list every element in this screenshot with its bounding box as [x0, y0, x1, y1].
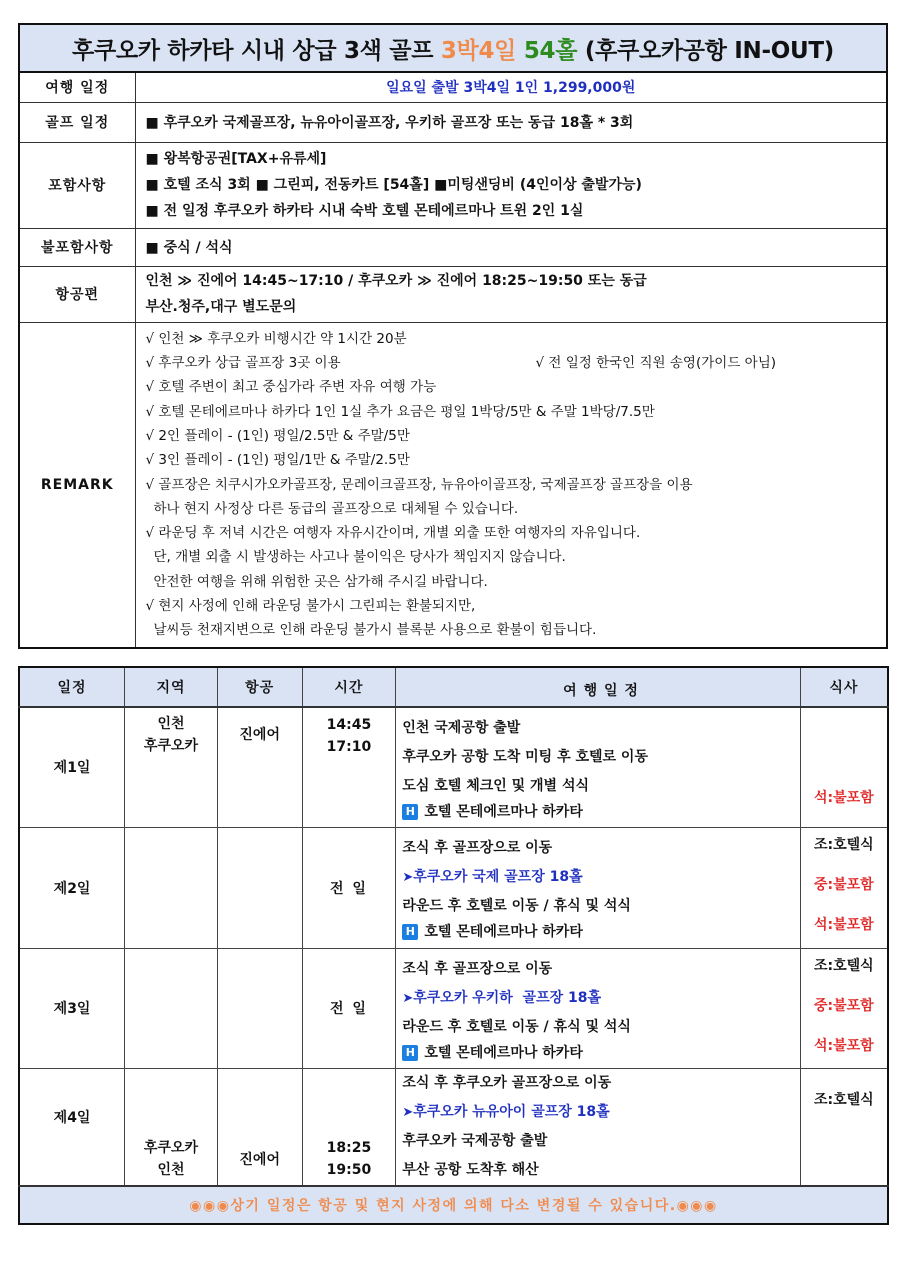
- hotel-name: 호텔 몬테에르마나 하카타: [424, 923, 583, 940]
- region-to: 인천: [157, 1161, 185, 1178]
- golf-value: ■ 후쿠오카 국제골프장, 뉴유아이골프장, 우키하 골프장 또는 동급 18홀 * 3회: [135, 102, 887, 142]
- included-label: 포함사항: [19, 142, 135, 228]
- plan-item: 도심 호텔 체크인 및 개별 석식: [402, 778, 590, 794]
- golf-course-name: 후쿠오카 국제 골프장 18홀: [413, 868, 583, 885]
- region-from: 인천: [157, 716, 185, 732]
- header-time: 시간: [302, 667, 396, 707]
- plan-item: 인천 국제공항 출발: [402, 720, 521, 736]
- schedule-change-notice: ◉◉◉상기 일정은 항공 및 현지 사정에 의해 다소 변경될 수 있습니다.◉◉◉: [19, 1186, 888, 1224]
- plan-golf-course: [402, 1098, 799, 1127]
- day-label: 제1일: [19, 707, 125, 827]
- hotel-icon: H: [402, 1045, 418, 1061]
- included-list: [135, 142, 887, 228]
- day-airline: [217, 827, 302, 948]
- plan-item: 조식 후 골프장으로 이동: [402, 839, 553, 856]
- arrow-icon: ➤: [402, 869, 414, 885]
- depart-time: 18:25: [326, 1139, 372, 1156]
- package-title: [19, 24, 887, 72]
- itinerary-row-day4: [19, 1068, 888, 1186]
- day-label: 제2일: [19, 827, 125, 948]
- remark-item: √ 골프장은 치쿠시가오카골프장, 문레이크골프장, 뉴유아이골프장, 국제골프장 골프장을 이용: [145, 476, 693, 493]
- day-time: 전 일: [302, 948, 396, 1068]
- remark-item: 안전한 여행을 위해 위험한 곳은 삼가해 주시길 바랍니다.: [153, 573, 488, 590]
- flight-label: 항공편: [19, 266, 135, 322]
- header-air: 항공: [217, 667, 302, 707]
- day-region: [125, 1068, 218, 1186]
- region-to: 후쿠오카: [143, 738, 199, 754]
- hotel-name: 호텔 몬테에르마나 하카타: [424, 1044, 583, 1061]
- golf-course-name: 후쿠오카 우키하 골프장 18홀: [413, 989, 601, 1006]
- plan-golf-course: [402, 984, 799, 1013]
- itinerary-row-day2: [19, 827, 888, 948]
- included-item: ■ 호텔 조식 3회 ■ 그린피, 전동카트 [54홀] ■미팅샌딩비 (4인이상 출발가능): [145, 177, 642, 193]
- arrive-time: 17:10: [326, 739, 372, 755]
- remark-list: [135, 322, 887, 648]
- plan-item: 부산 공항 도착후 해산: [402, 1161, 539, 1178]
- meal-lunch: 중:불포함: [814, 997, 874, 1014]
- remark-item: [146, 351, 877, 375]
- header-meal: 식사: [800, 667, 888, 707]
- schedule-label: 여행 일정: [19, 72, 135, 102]
- day-meals: [800, 948, 888, 1068]
- day-airline: [217, 948, 302, 1068]
- remark-item: √ 라운딩 후 저녁 시간은 여행자 자유시간이며, 개별 외출 또한 여행자의 자유입니다.: [145, 525, 641, 542]
- header-region: 지역: [125, 667, 218, 707]
- hotel-icon: H: [402, 804, 418, 820]
- day-airline: 진에어: [217, 1068, 302, 1186]
- hotel-name: 호텔 몬테에르마나 하카타: [424, 804, 583, 820]
- golf-label: 골프 일정: [19, 102, 135, 142]
- remark-item: √ 호텔 몬테에르마나 하카다 1인 1실 추가 요금은 평일 1박당/5만 & 주말 1박당/7.5만: [145, 403, 655, 420]
- itinerary-row-day1: [19, 707, 888, 827]
- itinerary-row-day3: [19, 948, 888, 1068]
- hotel-icon: H: [402, 924, 418, 940]
- plan-item: [402, 801, 799, 823]
- plan-golf-course: [402, 863, 799, 892]
- plan-item: 후쿠오카 공항 도착 미팅 후 호텔로 이동: [402, 749, 648, 765]
- excluded-label: 불포함사항: [19, 228, 135, 266]
- day-airline: 진에어: [217, 707, 302, 827]
- day-region: [125, 707, 218, 827]
- day-region: [125, 827, 218, 948]
- included-item: ■ 전 일정 후쿠오카 하카타 시내 숙박 호텔 몬테에르마나 트윈 2인 1실: [145, 203, 584, 219]
- day-time: [302, 1068, 396, 1186]
- itinerary-header-row: [19, 667, 888, 707]
- arrive-time: 19:50: [326, 1161, 372, 1178]
- schedule-value: 일요일 출발 3박4일 1인 1,299,000원: [135, 72, 887, 102]
- remark-item: √ 호텔 주변이 최고 중심가라 주변 자유 여행 가능: [145, 379, 437, 396]
- remark-item: √ 현지 사정에 인해 라운딩 불가시 그린피는 환불되지만,: [145, 598, 476, 615]
- remark-item: √ 3인 플레이 - (1인) 평일/1만 & 주말/2.5만: [145, 452, 410, 469]
- plan-item: 조식 후 골프장으로 이동: [402, 960, 553, 977]
- flight-info: [135, 266, 887, 322]
- plan-item: 후쿠오카 국제공항 출발: [402, 1132, 548, 1149]
- remark-item: 단, 개별 외출 시 발생하는 사고나 불이익은 당사가 책임지지 않습니다.: [153, 549, 566, 566]
- meal-dinner: 석:불포함: [814, 916, 874, 933]
- day-time: 전 일: [302, 827, 396, 948]
- day-plan: [396, 827, 800, 948]
- remark-item: √ 인천 ≫ 후쿠오카 비행시간 약 1시간 20분: [145, 330, 407, 347]
- plan-item: [402, 921, 799, 943]
- meal-dinner: 석:불포함: [814, 1037, 874, 1054]
- region-from: 후쿠오카: [143, 1139, 199, 1156]
- day-region: [125, 948, 218, 1068]
- day-meals: [800, 707, 888, 827]
- golf-course-name: 후쿠오카 뉴유아이 골프장 18홀: [413, 1103, 610, 1120]
- excluded-value: ■ 중식 / 석식: [135, 228, 887, 266]
- remark-item: √ 2인 플레이 - (1인) 평일/2.5만 & 주말/5만: [145, 428, 410, 444]
- arrow-icon: ➤: [402, 1104, 414, 1120]
- itinerary-table: [18, 666, 889, 1225]
- remark-item-right: √ 전 일정 한국인 직원 송영(가이드 아님): [535, 355, 776, 372]
- meal-breakfast: 조:호텔식: [814, 1091, 874, 1108]
- included-item: ■ 왕복항공권[TAX+유류세]: [145, 151, 327, 167]
- remark-item-left: √ 후쿠오카 상급 골프장 3곳 이용: [145, 355, 341, 372]
- title-nights-days: 3박4일: [440, 37, 517, 64]
- plan-item: 라운드 후 호텔로 이동 / 휴식 및 석식: [402, 897, 631, 914]
- arrow-icon: ➤: [402, 990, 414, 1006]
- day-meals: [800, 827, 888, 948]
- plan-item: 라운드 후 호텔로 이동 / 휴식 및 석식: [402, 1018, 631, 1035]
- plan-item: 조식 후 후쿠오카 골프장으로 이동: [402, 1074, 612, 1091]
- title-holes: 54홀: [523, 37, 578, 64]
- flight-line: 인천 ≫ 진에어 14:45~17:10 / 후쿠오카 ≫ 진에어 18:25~19:50 또는 동급: [145, 273, 647, 289]
- day-time: [302, 707, 396, 827]
- meal-breakfast: 조:호텔식: [814, 836, 874, 853]
- remark-item: 하나 현지 사정상 다른 동급의 골프장으로 대체될 수 있습니다.: [153, 500, 519, 517]
- remark-label: REMARK: [19, 322, 135, 648]
- meal-dinner: 석:불포함: [814, 789, 874, 806]
- day-plan: [396, 1068, 800, 1186]
- day-plan: [396, 707, 800, 827]
- package-info-table: [18, 23, 888, 649]
- remark-item: 날씨등 천재지변으로 인해 라운딩 불가시 블록분 사용으로 환불이 힘듭니다.: [153, 622, 597, 639]
- title-suffix: (후쿠오카공항 IN-OUT): [577, 37, 834, 64]
- plan-item: [402, 1042, 799, 1064]
- flight-line: 부산.청주,대구 별도문의: [145, 299, 297, 315]
- meal-breakfast: 조:호텔식: [814, 957, 874, 974]
- header-plan: 여 행 일 정: [396, 667, 800, 707]
- title-prefix: 후쿠오카 하카타 시내 상급 3색 골프: [72, 37, 441, 64]
- day-label: 제3일: [19, 948, 125, 1068]
- day-label: 제4일: [19, 1068, 125, 1186]
- day-plan: [396, 948, 800, 1068]
- header-day: 일정: [19, 667, 125, 707]
- meal-lunch: 중:불포함: [814, 876, 874, 893]
- depart-time: 14:45: [326, 717, 372, 733]
- day-meals: [800, 1068, 888, 1186]
